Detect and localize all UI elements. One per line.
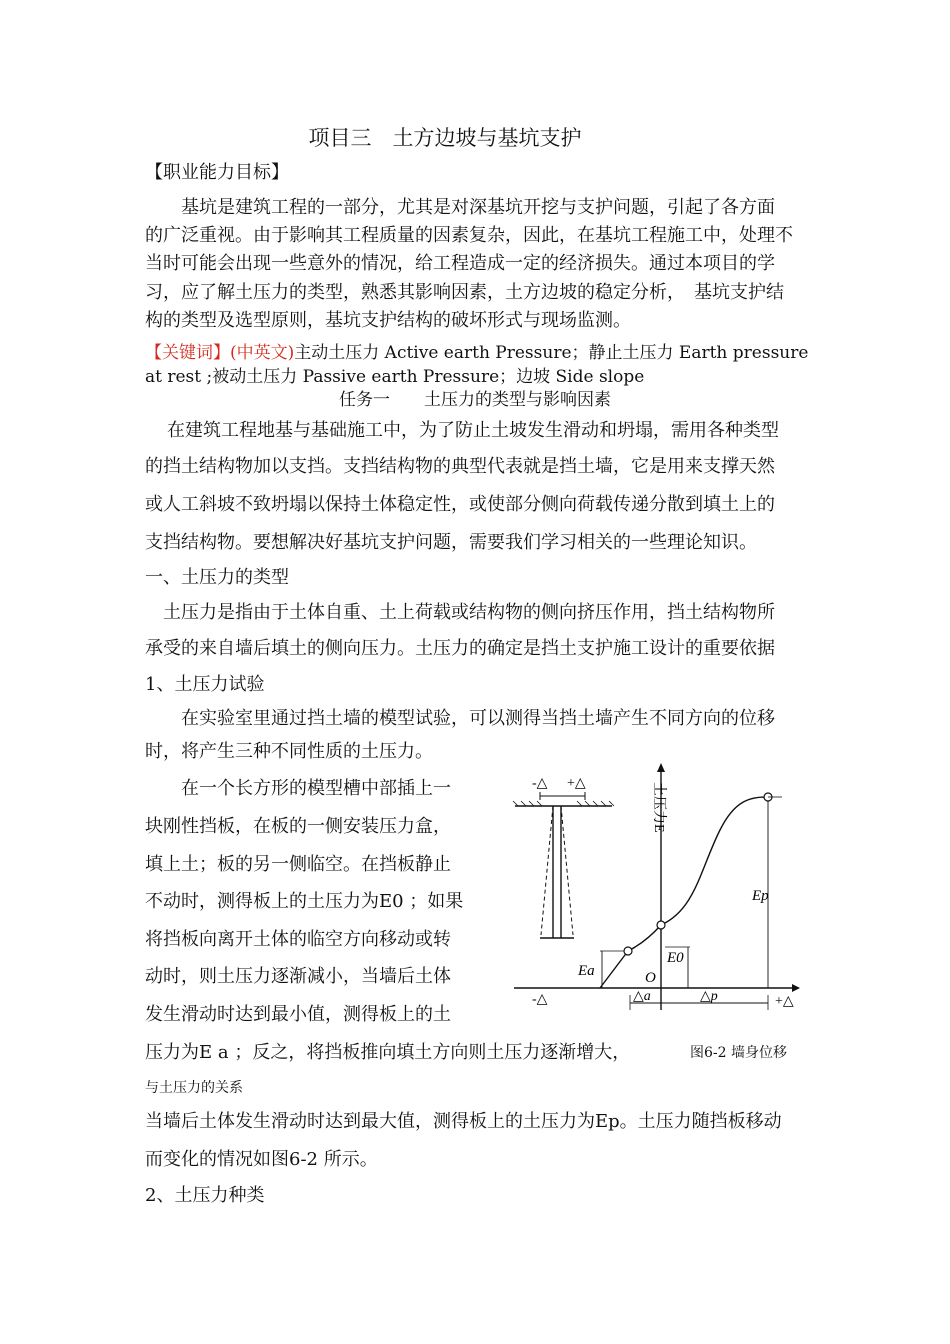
paragraph-line: 将挡板向离开土体的临空方向移动或转: [145, 929, 451, 950]
label-e0: E0: [667, 950, 684, 966]
keywords-line-2: at rest ;被动土压力 Passive earth Pressure；边坡 Side slope: [145, 367, 645, 387]
keywords-label: 【关键词】(中英文): [145, 343, 295, 363]
section-heading-ability: 【职业能力目标】: [145, 162, 289, 183]
keywords-line-1: [145, 342, 810, 364]
figure-wall-displacement: [500, 760, 820, 1020]
paragraph-line: 习，应了解土压力的类型，熟悉其影响因素，土方边坡的稳定分析， 基坑支护结: [145, 282, 784, 303]
paragraph-line: 在建筑工程地基与基础施工中，为了防止土坡发生滑动和坍塌，需用各种类型: [167, 420, 779, 441]
paragraph-line: 动时，则土压力逐渐减小，当墙后土体: [145, 966, 451, 987]
section-heading-test: 1、土压力试验: [145, 674, 265, 695]
label-delta-p: △p: [700, 989, 718, 1004]
task-title: 任务一 土压力的类型与影响因素: [339, 390, 611, 410]
x-minus-label: -△: [532, 992, 548, 1007]
paragraph-line: 构的类型及选型原则，基坑支护结构的破坏形式与现场监测。: [145, 310, 631, 331]
wall-plus-label: +△: [567, 776, 586, 791]
paragraph-line: 当墙后土体发生滑动时达到最大值，测得板上的土压力为Ep。土压力随挡板移动: [145, 1111, 782, 1132]
paragraph-line: 的广泛重视。由于影响其工程质量的因素复杂，因此，在基坑工程施工中，处理不: [145, 225, 793, 246]
paragraph-line: 当时可能会出现一些意外的情况，给工程造成一定的经济损失。通过本项目的学: [145, 253, 775, 274]
label-delta-a: △a: [633, 989, 651, 1004]
paragraph-line: 压力为E a ；反之，将挡板推向填土方向则土压力逐渐增大，: [145, 1042, 631, 1063]
label-ep: Ep: [752, 888, 769, 904]
label-origin: O: [645, 970, 656, 986]
y-axis-label: 土压力E: [651, 782, 666, 833]
keywords-text: 主动土压力 Active earth Pressure；静止土压力 Earth pressure: [294, 343, 809, 363]
paragraph-line: 不动时，测得板上的土压力为E0 ；如果: [145, 891, 464, 912]
paragraph-line: 块刚性挡板，在板的一侧安装压力盒，: [145, 816, 451, 837]
page-title: 项目三 土方边坡与基坑支护: [308, 126, 582, 150]
paragraph-line: 而变化的情况如图6-2 所示。: [145, 1149, 378, 1170]
paragraph-line: 填上土；板的另一侧临空。在挡板静止: [145, 854, 451, 875]
paragraph-line: 时，将产生三种不同性质的土压力。: [145, 741, 433, 762]
paragraph-line: 或人工斜坡不致坍塌以保持土体稳定性，或使部分侧向荷载传递分散到填土上的: [145, 494, 775, 515]
point-e0: [657, 921, 665, 929]
paragraph-line: 土压力是指由于土体自重、土上荷载或结构物的侧向挤压作用，挡土结构物所: [163, 602, 775, 623]
section-heading-types: 一、土压力的类型: [145, 567, 289, 588]
paragraph-line: 在一个长方形的模型槽中部插上一: [181, 778, 451, 799]
earth-pressure-curve: [600, 797, 768, 988]
figure-caption-continued: 与土压力的关系: [145, 1080, 243, 1096]
figure-caption: 图6-2 墙身位移: [690, 1045, 787, 1061]
x-plus-label: +△: [775, 994, 794, 1009]
point-ea: [624, 947, 632, 955]
paragraph-line: 的挡土结构物加以支挡。支挡结构物的典型代表就是挡土墙，它是用来支撑天然: [145, 456, 775, 477]
section-heading-kinds: 2、土压力种类: [145, 1185, 265, 1206]
paragraph-line: 在实验室里通过挡土墙的模型试验，可以测得当挡土墙产生不同方向的位移: [181, 708, 775, 729]
paragraph-line: 发生滑动时达到最小值，测得板上的土: [145, 1004, 451, 1025]
label-ea: Ea: [578, 963, 595, 979]
paragraph-line: 基坑是建筑工程的一部分，尤其是对深基坑开挖与支护问题，引起了各方面: [181, 197, 775, 218]
paragraph-line: 承受的来自墙后填土的侧向压力。土压力的确定是挡土支护施工设计的重要依据: [145, 638, 775, 659]
paragraph-line: 支挡结构物。要想解决好基坑支护问题，需要我们学习相关的一些理论知识。: [145, 532, 757, 553]
wall-model: [513, 776, 614, 938]
wall-minus-label: -△: [532, 776, 548, 791]
